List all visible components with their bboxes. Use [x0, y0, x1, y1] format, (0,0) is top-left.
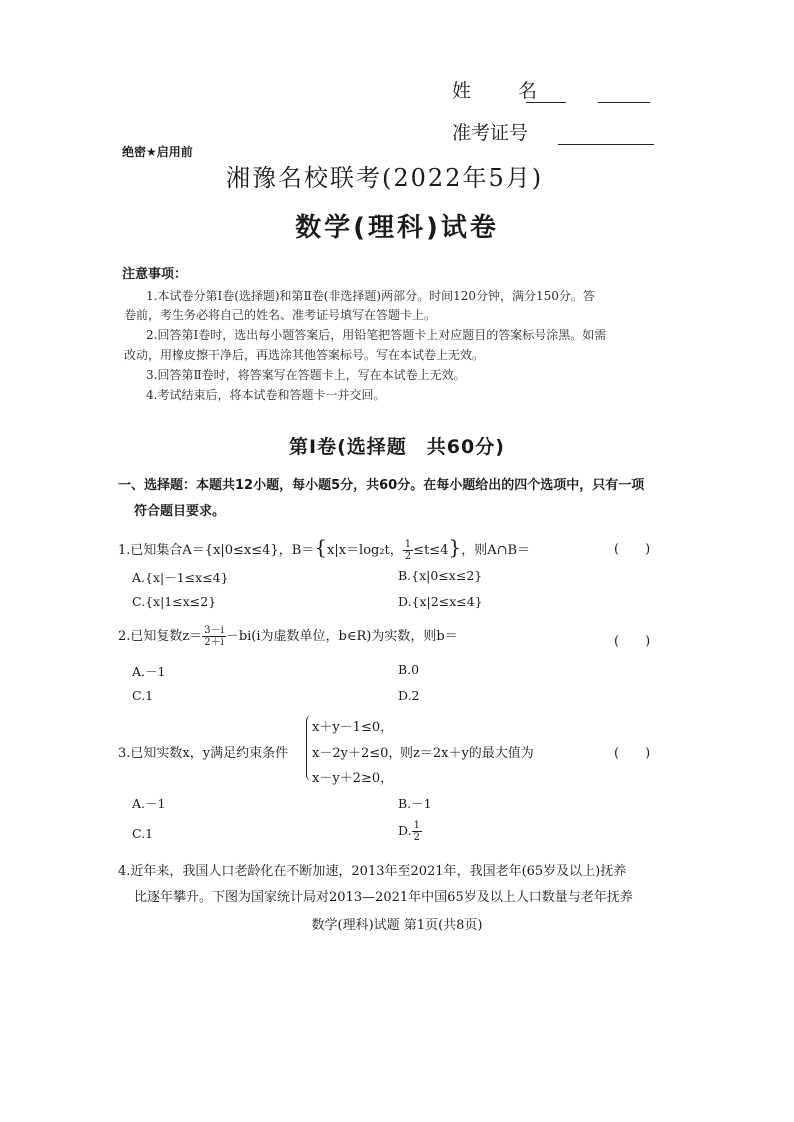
question-3-stem-b: 则z＝2x＋y的最大值为 — [400, 746, 534, 761]
q3-constraint-1: x＋y－1≤0， — [312, 720, 394, 735]
q3-option-c: C.1 — [132, 826, 154, 841]
q2-option-b: B.0 — [398, 662, 420, 677]
answer-bracket: ( ) — [614, 634, 651, 649]
q1-option-a: A.{x|－1≤x≤4} — [132, 570, 229, 585]
question-2-stem — [118, 625, 458, 648]
q2-frac-den: 2＋i — [204, 637, 224, 648]
name-blank-2 — [598, 84, 650, 103]
answer-bracket: ( ) — [614, 542, 651, 557]
q1-option-c: C.{x|1≤x≤2} — [132, 594, 217, 609]
name-field — [452, 76, 650, 103]
exam-id-label: 准考证号 — [452, 122, 529, 144]
secret-mark: 绝密★启用前 — [122, 145, 193, 159]
q2-option-a: A.－1 — [132, 664, 166, 679]
q1-stem-b: x|x＝log₂t， — [327, 543, 403, 558]
exam-id-field — [452, 118, 654, 145]
name-label: 姓 名 — [452, 80, 552, 102]
q1-fraction — [403, 539, 413, 562]
q2-option-d: D.2 — [398, 688, 420, 703]
q3-d-num: 1 — [413, 820, 420, 831]
q2-stem-b: －bi(i为虚数单位，b∈R)为实数，则b＝ — [225, 629, 458, 644]
q2-stem-a: 2.已知复数z＝ — [118, 629, 203, 644]
notice-line: 2.回答第Ⅰ卷时，选出每小题答案后，用铅笔把答题卡上对应题目的答案标号涂黑。如需 — [146, 328, 607, 342]
q2-frac-num: 3－i — [204, 625, 224, 636]
answer-bracket: ( ) — [614, 746, 651, 761]
exam-id-blank — [558, 126, 654, 145]
q1-option-b: B.{x|0≤x≤2} — [398, 568, 483, 583]
page-footer: 数学(理科)试题 第1页(共8页) — [311, 918, 483, 933]
exam-subtitle: 湘豫名校联考(2022年5月) — [226, 164, 544, 192]
q1-brace-close: } — [448, 535, 462, 559]
part-title: 第Ⅰ卷(选择题 共60分) — [289, 436, 505, 458]
q1-frac-num: 1 — [404, 539, 412, 550]
q3-option-a: A.－1 — [132, 796, 166, 811]
q1-frac-den: 2 — [404, 551, 412, 562]
page-title: 数学(理科)试卷 — [295, 213, 499, 243]
notice-line: 4.考试结束后，将本试卷和答题卡一并交回。 — [146, 388, 386, 402]
q2-option-c: C.1 — [132, 688, 154, 703]
q3-option-d-fraction — [412, 820, 422, 843]
q3-option-b: B.－1 — [398, 796, 432, 811]
q3-option-d-label: D. — [398, 823, 412, 838]
q3-option-d — [398, 820, 422, 843]
question-1-stem — [118, 535, 530, 562]
q1-stem-c: ≤t≤4 — [413, 543, 449, 558]
q1-stem-d: ，则A∩B＝ — [461, 543, 531, 558]
q3-d-den: 2 — [413, 832, 420, 843]
section-instruction-cont: 符合题目要求。 — [134, 504, 226, 519]
question-4-line-1: 4.近年来，我国人口老龄化在不断加速，2013年至2021年，我国老年(65岁及以上)抚养 — [118, 864, 627, 879]
q1-brace-open: { — [314, 535, 327, 559]
q3-constraint-3: x－y＋2≥0， — [312, 771, 394, 786]
notice-line: 卷前，考生务必将自己的姓名、准考证号填写在答题卡上。 — [124, 308, 437, 322]
q1-stem-a: 1.已知集合A＝{x|0≤x≤4}，B＝ — [118, 543, 315, 558]
section-instruction: 一、选择题：本题共12小题，每小题5分，共60分。在每小题给出的四个选项中，只有一项 — [118, 478, 645, 493]
q1-option-d: D.{x|2≤x≤4} — [398, 594, 483, 609]
q3-constraint-2: x－2y＋2≤0， — [312, 746, 402, 761]
notice-line: 1.本试卷分第Ⅰ卷(选择题)和第Ⅱ卷(非选择题)两部分。时间120分钟，满分150分。答 — [146, 289, 595, 303]
notice-line: 改动，用橡皮擦干净后，再选涂其他答案标号。写在本试卷上无效。 — [124, 348, 485, 362]
question-4-line-2: 比逐年攀升。下图为国家统计局对2013—2021年中国65岁及以上人口数量与老年抚养 — [134, 890, 633, 905]
q2-fraction — [202, 625, 226, 648]
name-blank — [526, 84, 566, 103]
notice-line: 3.回答第Ⅱ卷时，将答案写在答题卡上，写在本试卷上无效。 — [146, 368, 466, 382]
notice-heading: 注意事项： — [122, 267, 188, 282]
question-3-stem-a: 3.已知实数x，y满足约束条件 — [118, 746, 289, 761]
